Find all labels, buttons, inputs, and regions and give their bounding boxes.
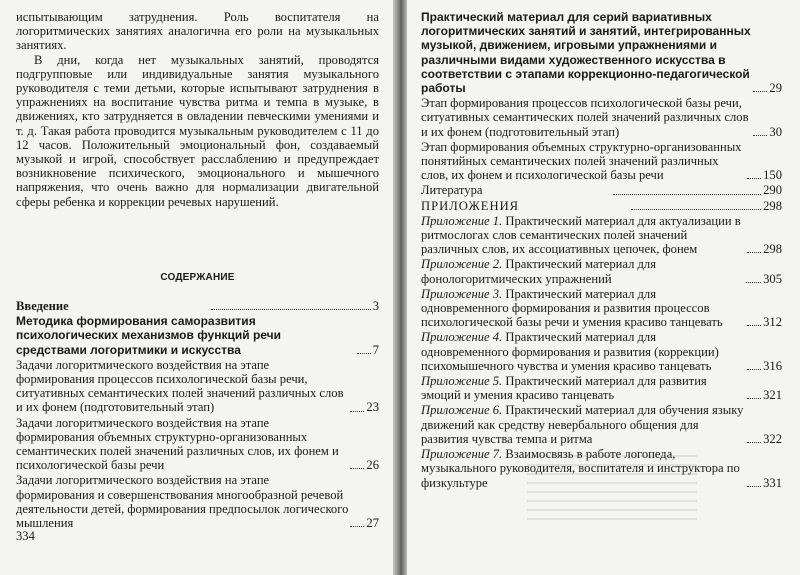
leader-dots	[350, 411, 364, 412]
appendix-page: 312	[763, 315, 782, 330]
appendix-title: Взаимосвязь в работе логопеда, музыкального руководителя, воспитателя и инструктора по физкультуре	[421, 447, 740, 490]
toc-list	[16, 299, 379, 530]
appendix-page: 331	[763, 475, 782, 490]
toc-entry-page: 23	[366, 400, 379, 415]
appendix-title: Практический материал для одновременного формирования и развития (коррекции) психомышечного чувства и умения красиво танцевать	[421, 330, 719, 373]
appendix-entry	[421, 214, 782, 257]
leader-dots	[747, 178, 761, 179]
toc-entry-page: 26	[366, 458, 379, 473]
leader-dots	[747, 398, 761, 399]
toc-entry-title: Задачи логоритмического воздействия на этапе формирования и совершенствования многообразной речевой деятельности детей, формирования предпосылок логического мышления	[16, 473, 349, 531]
appendix-entry	[421, 374, 782, 402]
appendix-label: Приложение 6.	[421, 403, 503, 418]
toc-entry	[421, 199, 782, 213]
toc-entry-title: Литература	[421, 183, 483, 198]
appendix-page: 298	[763, 242, 782, 257]
toc-list	[421, 10, 782, 490]
toc-entry-page: 150	[763, 168, 782, 183]
appendix-title: Практический материал для развития эмоций и умения красиво танцевать	[421, 374, 707, 403]
toc-entry-title: Задачи логоритмического воздействия на этапе формирования процессов психологической базы речи, ситуативных семантических полей значений различных слов и их фонем (подготовительный этап)	[16, 357, 344, 415]
toc-entry-page: 7	[372, 342, 379, 357]
leader-dots	[753, 135, 767, 136]
appendix-label: Приложение 2.	[421, 257, 503, 272]
leader-dots	[613, 194, 761, 195]
leader-dots	[747, 325, 761, 326]
page-number: 334	[16, 528, 35, 543]
appendix-entry	[421, 403, 782, 446]
leader-dots	[211, 309, 371, 310]
toc-entry-title: Практический материал для серий вариативных логоритмических занятий и занятий, интегрированных музыкой, движением, игровыми упражнениями и различными видами художественного искусства в соответствии с этапами коррекционно-педагогической работы	[421, 10, 751, 96]
toc-entry	[421, 140, 782, 183]
leader-dots	[357, 353, 371, 354]
appendix-entry	[421, 330, 782, 373]
appendix-title: Практический материал для одновременного формирования и развития процессов психологической базы речи и умения красиво танцевать	[421, 286, 723, 330]
appendix-page: 321	[763, 388, 782, 403]
left-page	[0, 0, 393, 575]
book-gutter	[393, 0, 407, 575]
toc-entry	[421, 10, 782, 95]
toc-entry	[16, 358, 379, 415]
toc-entry	[421, 183, 782, 197]
appendix-title: Практический материал для актуализации в ритмослогах слов семантических полей значений различных слов, их ассоциативных цепочек, фонем	[421, 213, 741, 257]
appendix-title: Практический материал для обучения языку движений как средству невербального общения для развития чувства темпа и ритма	[421, 403, 744, 446]
contents-heading: СОДЕРЖАНИЕ	[160, 271, 235, 283]
appendix-label: Приложение 3.	[421, 286, 503, 301]
appendix-label: Приложение 1.	[421, 213, 503, 228]
toc-entry-page: 290	[763, 183, 783, 198]
leader-dots	[747, 486, 761, 487]
appendix-entry	[421, 257, 782, 285]
toc-entry-page: 27	[366, 516, 379, 531]
appendix-page: 322	[763, 431, 782, 446]
appendix-label: Приложение 7.	[421, 447, 503, 462]
right-page	[407, 0, 800, 575]
leader-dots	[746, 282, 761, 283]
toc-entry-page: 3	[372, 299, 380, 314]
appendix-page: 305	[763, 271, 782, 286]
paragraph: испытывающим затруднения. Роль воспитателя на логоритмических занятиях аналогична его роли на музыкальных занятиях.	[16, 10, 379, 53]
leader-dots	[350, 526, 364, 527]
toc-entry	[421, 96, 782, 139]
appendix-entry	[421, 287, 782, 330]
leader-dots	[747, 252, 761, 253]
toc-entry-page: 298	[763, 198, 783, 213]
toc-entry-title: Методика формирования саморазвития психологических механизмов функций речи средствами логоритмики и искусства	[16, 314, 281, 357]
appendix-label: Приложение 4.	[421, 330, 503, 345]
toc-entry	[16, 473, 379, 530]
toc-entry-title: Задачи логоритмического воздействия на этапе формирования объемных структурно-организованных семантических полей значений различных слов, их фонем и психологической базы речи	[16, 415, 339, 473]
appendix-title: Практический материал для фонологоритмических упражнений	[421, 257, 656, 286]
appendix-page: 316	[763, 358, 782, 373]
toc-entry	[16, 299, 379, 313]
toc-entry-title: Этап формирования процессов психологической базы речи, ситуативных семантических полей значений различных слов и их фонем (подготовительный этап)	[421, 96, 749, 139]
leader-dots	[747, 369, 761, 370]
toc-entry-page: 30	[769, 124, 782, 139]
leader-dots	[753, 91, 767, 92]
toc-entry-title: Этап формирования объемных структурно-организованных понятийных семантических полей значений различных слов, их фонем и психологической базы речи	[421, 139, 742, 183]
toc-entry-title: Введение	[16, 299, 69, 314]
leader-dots	[747, 442, 761, 443]
appendix-label: Приложение 5.	[421, 374, 503, 389]
toc-entry-title: ПРИЛОЖЕНИЯ	[421, 198, 520, 213]
toc-entry	[16, 416, 379, 473]
toc-entry-page: 29	[769, 81, 782, 96]
paragraph: В дни, когда нет музыкальных занятий, проводятся подгрупповые или индивидуальные занятия музыкального руководителя с теми детьми, которые испытывают затруднения в упражнениях на воспитание чувства ритма и темпа в музыке, в движениях, кто затрудняется в овладении певческими умениями и т. д. Такая работа проводится музыкальным руководителем с 11 до 12 часов. Положительный эмоциональный фон, создаваемый музыкой и игрой, способствует расслаблению и предупреждает возникновение психического, эмоционального и мышечного напряжения, что очень важно для нормализации двигательной сферы ребенка и коррекции речевых нарушений.	[16, 52, 379, 209]
leader-dots	[350, 468, 364, 469]
leader-dots	[631, 209, 761, 210]
faded-stamp	[527, 450, 697, 520]
toc-entry	[16, 314, 379, 357]
